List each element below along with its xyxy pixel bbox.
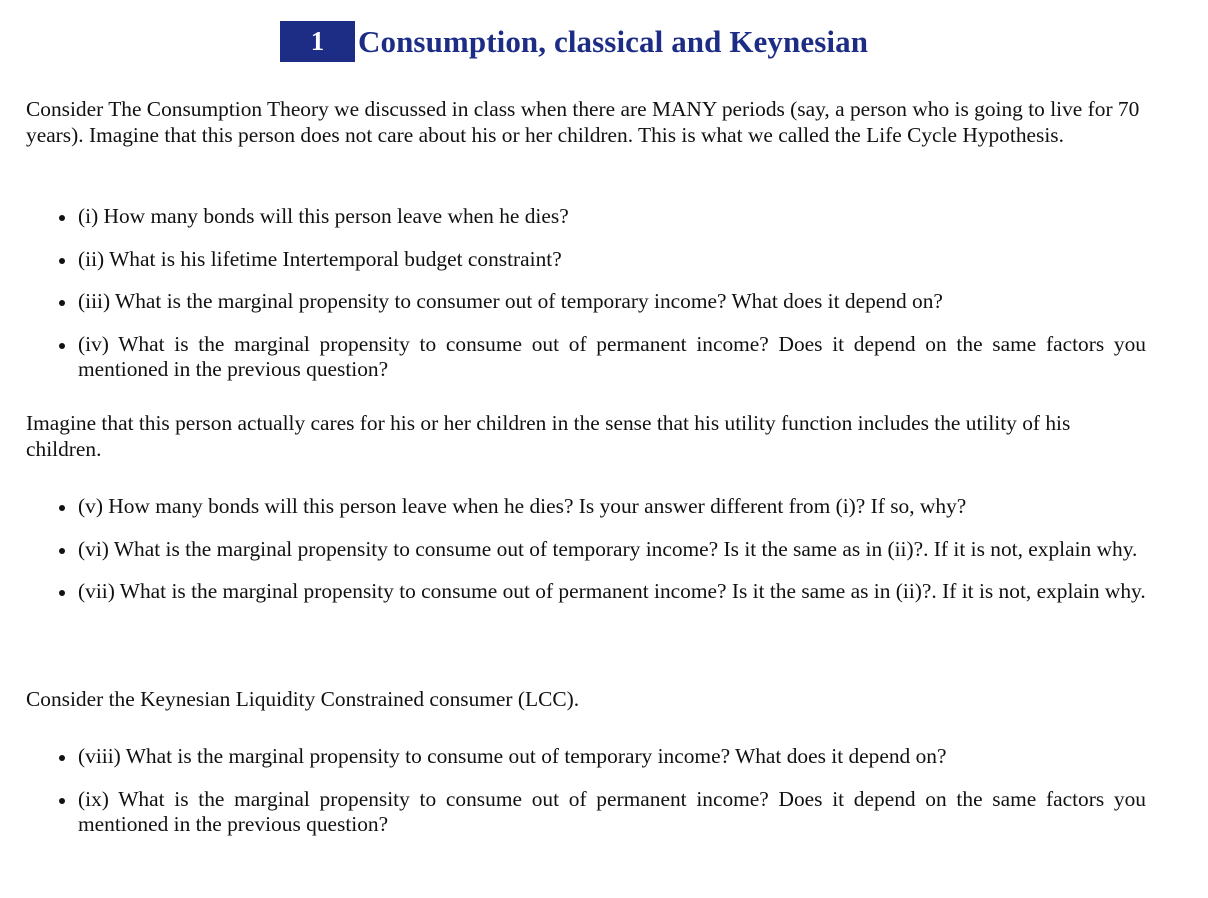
second-paragraph: Imagine that this person actually cares for his or her children in the sense that his utility function includes the utility of his children. <box>26 411 1071 461</box>
question-list-2 <box>56 494 1146 605</box>
bullet-icon <box>59 798 65 804</box>
question-text: (iv) What is the marginal propensity to consume out of permanent income? Does it depend on the same factors you mentioned in the previous question? <box>78 331 1146 381</box>
question-vi <box>56 537 1146 563</box>
question-text: (ix) What is the marginal propensity to consume out of permanent income? Does it depend on the same factors you mentioned in the previous question? <box>78 786 1146 836</box>
question-text: (ii) What is his lifetime Intertemporal budget constraint? <box>78 246 562 271</box>
bullet-icon <box>59 300 65 306</box>
third-paragraph: Consider the Keynesian Liquidity Constrained consumer (LCC). <box>26 687 580 711</box>
bullet-icon <box>59 343 65 349</box>
question-text: (iii) What is the marginal propensity to consumer out of temporary income? What does it depend on? <box>78 289 943 313</box>
intro-paragraph: Consider The Consumption Theory we discussed in class when there are MANY periods (say, a person who is going to live for 70 years). Imagine that this person does not care about his or her children. This is what we called the Life Cycle Hypothesis. <box>26 97 1140 147</box>
question-v <box>56 494 1146 520</box>
bullet-icon <box>59 590 65 596</box>
bullet-icon <box>59 215 65 221</box>
bullet-icon <box>59 258 65 264</box>
question-text: (vi) What is the marginal propensity to consume out of temporary income? Is it the same as in (ii)?. If it is not, explain why. <box>78 536 1138 561</box>
question-text: (vii) What is the marginal propensity to consume out of permanent income? Is it the same as in (ii)?. If it is not, explain why. <box>78 579 1146 603</box>
question-iv <box>56 332 1146 383</box>
question-iii <box>56 289 1146 315</box>
section-number: 1 <box>280 21 355 62</box>
question-vii <box>56 579 1146 605</box>
bullet-icon <box>59 755 65 761</box>
question-viii <box>56 744 1146 770</box>
bullet-icon <box>59 548 65 554</box>
section-title: Consumption, classical and Keynesian <box>358 23 869 59</box>
question-text: (v) How many bonds will this person leave when he dies? Is your answer different from (i)? If so, why? <box>78 494 967 518</box>
section-heading <box>280 21 868 62</box>
question-list-1 <box>56 204 1146 383</box>
question-list-3 <box>56 744 1146 838</box>
question-ix <box>56 787 1146 838</box>
question-text: (i) How many bonds will this person leave when he dies? <box>78 204 569 228</box>
bullet-icon <box>59 505 65 511</box>
question-i <box>56 204 1146 230</box>
question-ii <box>56 247 1146 273</box>
question-text: (viii) What is the marginal propensity to consume out of temporary income? What does it depend on? <box>78 744 947 768</box>
